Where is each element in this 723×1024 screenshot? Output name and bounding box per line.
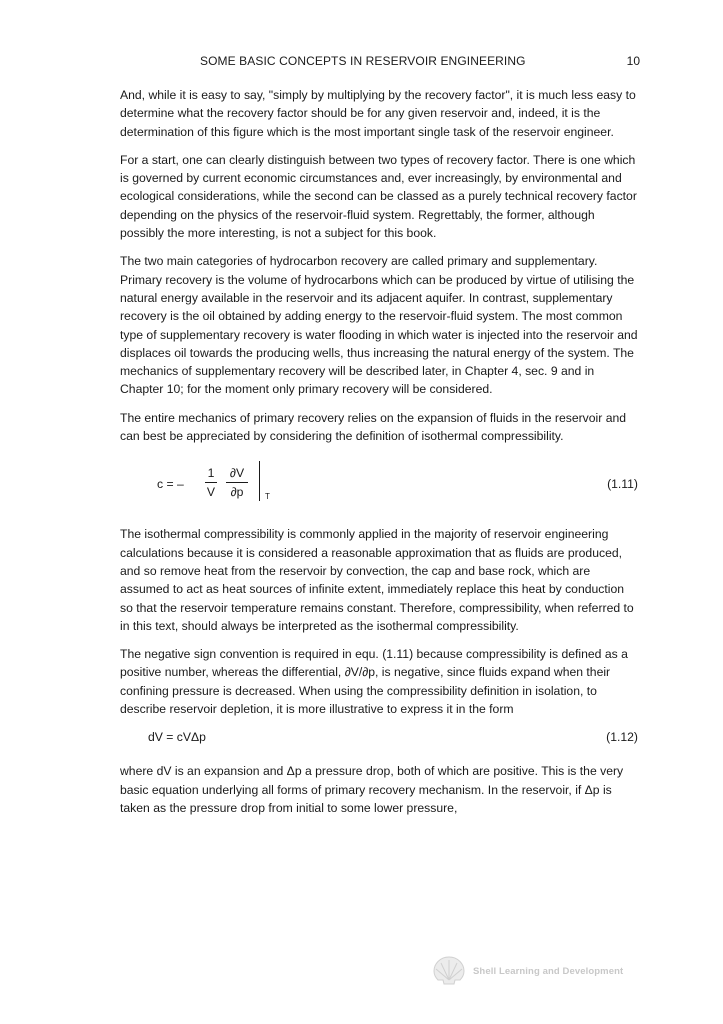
equation-2-expression: dV = cVΔp bbox=[148, 730, 206, 745]
page-number: 10 bbox=[626, 54, 640, 68]
running-header bbox=[120, 54, 640, 70]
paragraph-negative-sign: The negative sign convention is required in equ. (1.11) because compressibility is defined as a positive number, whereas the differential, ∂V/∂p, is negative, since fluids expand when their confining pressure is decreased. When using the compressibility definition in isolation, to describe reservoir depletion, it is more illustrative to express it in the form bbox=[120, 647, 628, 717]
equation-1-frac1-denominator: V bbox=[206, 485, 216, 500]
equation-1-fraction-2 bbox=[226, 465, 248, 500]
equation-1-fraction-1 bbox=[205, 465, 217, 500]
equation-1-lhs: c = – bbox=[157, 477, 184, 492]
equation-1-number: (1.11) bbox=[607, 477, 638, 492]
paragraph-recovery-factor: And, while it is easy to say, "simply by multiplying by the recovery factor", it is much less easy to determine what the recovery factor should be for any given reservoir and, indeed, it is the determination of this figure which is the most important single task of the reservoir engineer. bbox=[120, 88, 636, 139]
paragraph-mechanics-primary: The entire mechanics of primary recovery relies on the expansion of fluids in the reservoir and can best be appreciated by considering the definition of isothermal compressibility. bbox=[120, 410, 627, 444]
equation-1-frac2-numerator: ∂V bbox=[229, 466, 245, 481]
equation-1-frac1-numerator: 1 bbox=[207, 466, 215, 481]
running-header-title: SOME BASIC CONCEPTS IN RESERVOIR ENGINEERING bbox=[200, 54, 526, 68]
body-text bbox=[120, 86, 640, 827]
equation-compressibility bbox=[120, 455, 640, 511]
paragraph-types-of-recovery: For a start, one can clearly distinguish between two types of recovery factor. There is one which is governed by current economic circumstances and, ever increasingly, by environmental and ecological considerations, while the second can be classed as a purely technical recovery factor depending on the physics of the reservoir-fluid system. Regrettably, the former, although possibly the more interesting, is not a subject for this book. bbox=[120, 152, 637, 241]
paragraph-basic-equation: where dV is an expansion and Δp a pressure drop, both of which are positive. This is the very basic equation underlying all forms of primary recovery mechanism. In the reservoir, if Δp is taken as the pressure drop from initial to some lower pressure, bbox=[120, 764, 624, 815]
equation-1-frac2-denominator: ∂p bbox=[230, 485, 244, 500]
equation-expansion bbox=[120, 728, 640, 748]
footer bbox=[432, 954, 642, 988]
paragraph-isothermal: The isothermal compressibility is commonly applied in the majority of reservoir engineering calculations because it is considered a reasonable approximation that as fluids are produced, and so remove heat from the reservoir by convection, the cap and base rock, which are assumed to act as heat sources of infinite extent, immediately replace this heat by conduction so that the reservoir temperature remains constant. Therefore, compressibility, when referred to in this text, should always be interpreted as the isothermal compressibility. bbox=[120, 527, 634, 633]
footer-brand: Shell Learning and Development bbox=[473, 966, 624, 977]
shell-logo-icon bbox=[432, 954, 466, 986]
equation-2-number: (1.12) bbox=[606, 730, 638, 745]
paragraph-primary-supplementary: The two main categories of hydrocarbon recovery are called primary and supplementary. Primary recovery is the volume of hydrocarbons which can be produced by virtue of utilising the natural energy available in the reservoir and its adjacent aquifer. In contrast, supplementary recovery is the oil obtained by adding energy to the reservoir-fluid system. The most common type of supplementary recovery is water flooding in which water is injected into the reservoir and displaces oil towards the producing wells, thus increasing the natural energy of the system. The mechanics of supplementary recovery will be described later, in Chapter 4, sec. 9 and in Chapter 10; for the moment only primary recovery will be considered. bbox=[120, 254, 638, 397]
evaluation-bar bbox=[259, 461, 260, 501]
equation-1-subscript: T bbox=[265, 492, 270, 502]
fraction-bar bbox=[205, 482, 217, 483]
fraction-bar bbox=[226, 482, 248, 483]
